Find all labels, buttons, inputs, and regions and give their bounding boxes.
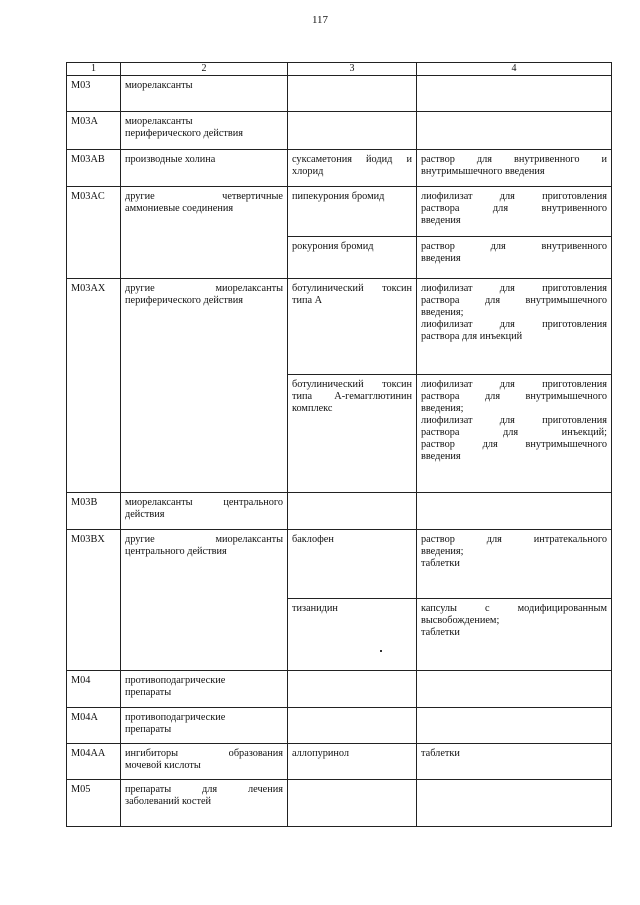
cell-line: таблетки [421, 558, 460, 569]
drug-name-cell [288, 279, 417, 375]
cell-line: пипекурония бромид [292, 191, 385, 202]
dosage-form-cell [417, 493, 612, 530]
cell-line: раствора для внутримышечного [421, 391, 607, 402]
cell-line: другие миорелаксанты [125, 283, 283, 294]
atc-code-cell: M03A [67, 112, 121, 150]
cell-line: раствор для внутривенного и [421, 154, 607, 165]
cell-line: лиофилизат для приготовления [421, 319, 607, 330]
dosage-form-cell [417, 187, 612, 237]
cell-line: таблетки [421, 748, 460, 759]
cell-line: капсулы с модифицированным [421, 603, 607, 614]
cell-line: введения [421, 215, 461, 226]
cell-line: раствор для интратекального [421, 534, 607, 545]
cell-line: ботулинический токсин [292, 283, 412, 294]
table-row [67, 76, 612, 112]
group-name-cell [121, 112, 288, 150]
cell-line: введения; [421, 546, 464, 557]
table-row [67, 150, 612, 187]
header-col-4: 4 [417, 63, 612, 76]
cell-line: миорелаксанты [125, 116, 193, 127]
drug-name-cell [288, 375, 417, 493]
cell-line: раствора для инъекций [421, 331, 523, 342]
cell-line: противоподагрические [125, 712, 226, 723]
cell-line: центрального действия [125, 546, 227, 557]
cell-line: высвобождением; [421, 615, 500, 626]
cell-line: типа А-гемагглютинин [292, 391, 412, 402]
drug-name-cell [288, 76, 417, 112]
cell-line: лиофилизат для приготовления [421, 415, 607, 426]
drug-name-cell [288, 112, 417, 150]
atc-code-cell: M04AA [67, 744, 121, 780]
atc-code-cell: M04A [67, 708, 121, 744]
cell-line: рокурония бромид [292, 241, 374, 252]
cell-line: периферического действия [125, 128, 244, 139]
cell-line: ингибиторы образования [125, 748, 283, 759]
dosage-form-cell [417, 237, 612, 279]
cell-line: комплекс [292, 403, 333, 414]
cell-line: раствора для инъекций; [421, 427, 607, 438]
table-row [67, 530, 612, 599]
atc-code-cell: M04 [67, 671, 121, 708]
cell-line: хлорид [292, 166, 324, 177]
group-name-cell [121, 708, 288, 744]
header-row [67, 63, 612, 76]
dosage-form-cell [417, 671, 612, 708]
cell-line: введения; [421, 403, 464, 414]
cell-line: периферического действия [125, 295, 244, 306]
header-col-2: 2 [121, 63, 288, 76]
atc-code-cell: M03BX [67, 530, 121, 671]
drug-name-cell [288, 708, 417, 744]
dosage-form-cell [417, 708, 612, 744]
atc-code-cell: M03AB [67, 150, 121, 187]
cell-line: баклофен [292, 534, 334, 545]
cell-line: производные холина [125, 154, 216, 165]
cell-line: аллопуринол [292, 748, 350, 759]
table-row [67, 112, 612, 150]
drug-name-cell [288, 150, 417, 187]
cell-line: введения; [421, 307, 464, 318]
table-row [67, 708, 612, 744]
atc-code-cell: M05 [67, 780, 121, 827]
cell-line: лиофилизат для приготовления [421, 283, 607, 294]
cell-line: заболеваний костей [125, 796, 212, 807]
group-name-cell [121, 493, 288, 530]
cell-line: миорелаксанты [125, 80, 193, 91]
cell-line: раствор для внутривенного [421, 241, 607, 252]
group-name-cell [121, 187, 288, 279]
cell-line: миорелаксанты центрального [125, 497, 283, 508]
table-row [67, 780, 612, 827]
cell-line: действия [125, 509, 165, 520]
group-name-cell [121, 150, 288, 187]
atc-code-cell: M03AX [67, 279, 121, 493]
cell-line: другие четвертичные [125, 191, 283, 202]
table-row [67, 187, 612, 237]
drug-name-cell [288, 493, 417, 530]
drug-classification-table [66, 62, 612, 827]
cell-line: раствор для внутримышечного [421, 439, 607, 450]
dosage-form-cell [417, 279, 612, 375]
group-name-cell [121, 279, 288, 493]
drug-name-cell [288, 187, 417, 237]
cell-line: раствора для внутримышечного [421, 295, 607, 306]
dosage-form-cell [417, 375, 612, 493]
cell-line: введения [421, 253, 461, 264]
header-col-3: 3 [288, 63, 417, 76]
drug-name-cell [288, 599, 417, 671]
table-row [67, 671, 612, 708]
cell-line: типа А [292, 295, 323, 306]
group-name-cell [121, 671, 288, 708]
dosage-form-cell [417, 530, 612, 599]
cell-line: таблетки [421, 627, 460, 638]
drug-name-cell [288, 530, 417, 599]
table-row [67, 744, 612, 780]
cell-line: ботулинический токсин [292, 379, 412, 390]
cell-line: лиофилизат для приготовления [421, 379, 607, 390]
atc-code-cell: M03AC [67, 187, 121, 279]
atc-code-cell: M03B [67, 493, 121, 530]
group-name-cell [121, 530, 288, 671]
drug-name-cell [288, 237, 417, 279]
cell-line: мочевой кислоты [125, 760, 201, 771]
page-number: 117 [311, 14, 329, 26]
cell-line: введения [421, 451, 461, 462]
cell-line: аммониевые соединения [125, 203, 234, 214]
drug-name-cell [288, 671, 417, 708]
dosage-form-cell [417, 780, 612, 827]
cell-line: другие миорелаксанты [125, 534, 283, 545]
cell-line: препараты для лечения [125, 784, 283, 795]
group-name-cell [121, 780, 288, 827]
dosage-form-cell [417, 599, 612, 671]
table-row [67, 493, 612, 530]
cell-line: суксаметония йодид и [292, 154, 412, 165]
cell-line: тизанидин [292, 603, 338, 614]
cell-line: препараты [125, 724, 172, 735]
dosage-form-cell [417, 76, 612, 112]
cell-line: лиофилизат для приготовления [421, 191, 607, 202]
group-name-cell [121, 744, 288, 780]
scan-speck [380, 650, 382, 652]
drug-name-cell [288, 780, 417, 827]
drug-name-cell [288, 744, 417, 780]
dosage-form-cell [417, 112, 612, 150]
table-row [67, 279, 612, 375]
cell-line: раствора для внутривенного [421, 203, 607, 214]
group-name-cell [121, 76, 288, 112]
dosage-form-cell [417, 744, 612, 780]
atc-code-cell: M03 [67, 76, 121, 112]
header-col-1: 1 [67, 63, 121, 76]
cell-line: внутримышечного введения [421, 166, 545, 177]
cell-line: противоподагрические [125, 675, 226, 686]
dosage-form-cell [417, 150, 612, 187]
cell-line: препараты [125, 687, 172, 698]
